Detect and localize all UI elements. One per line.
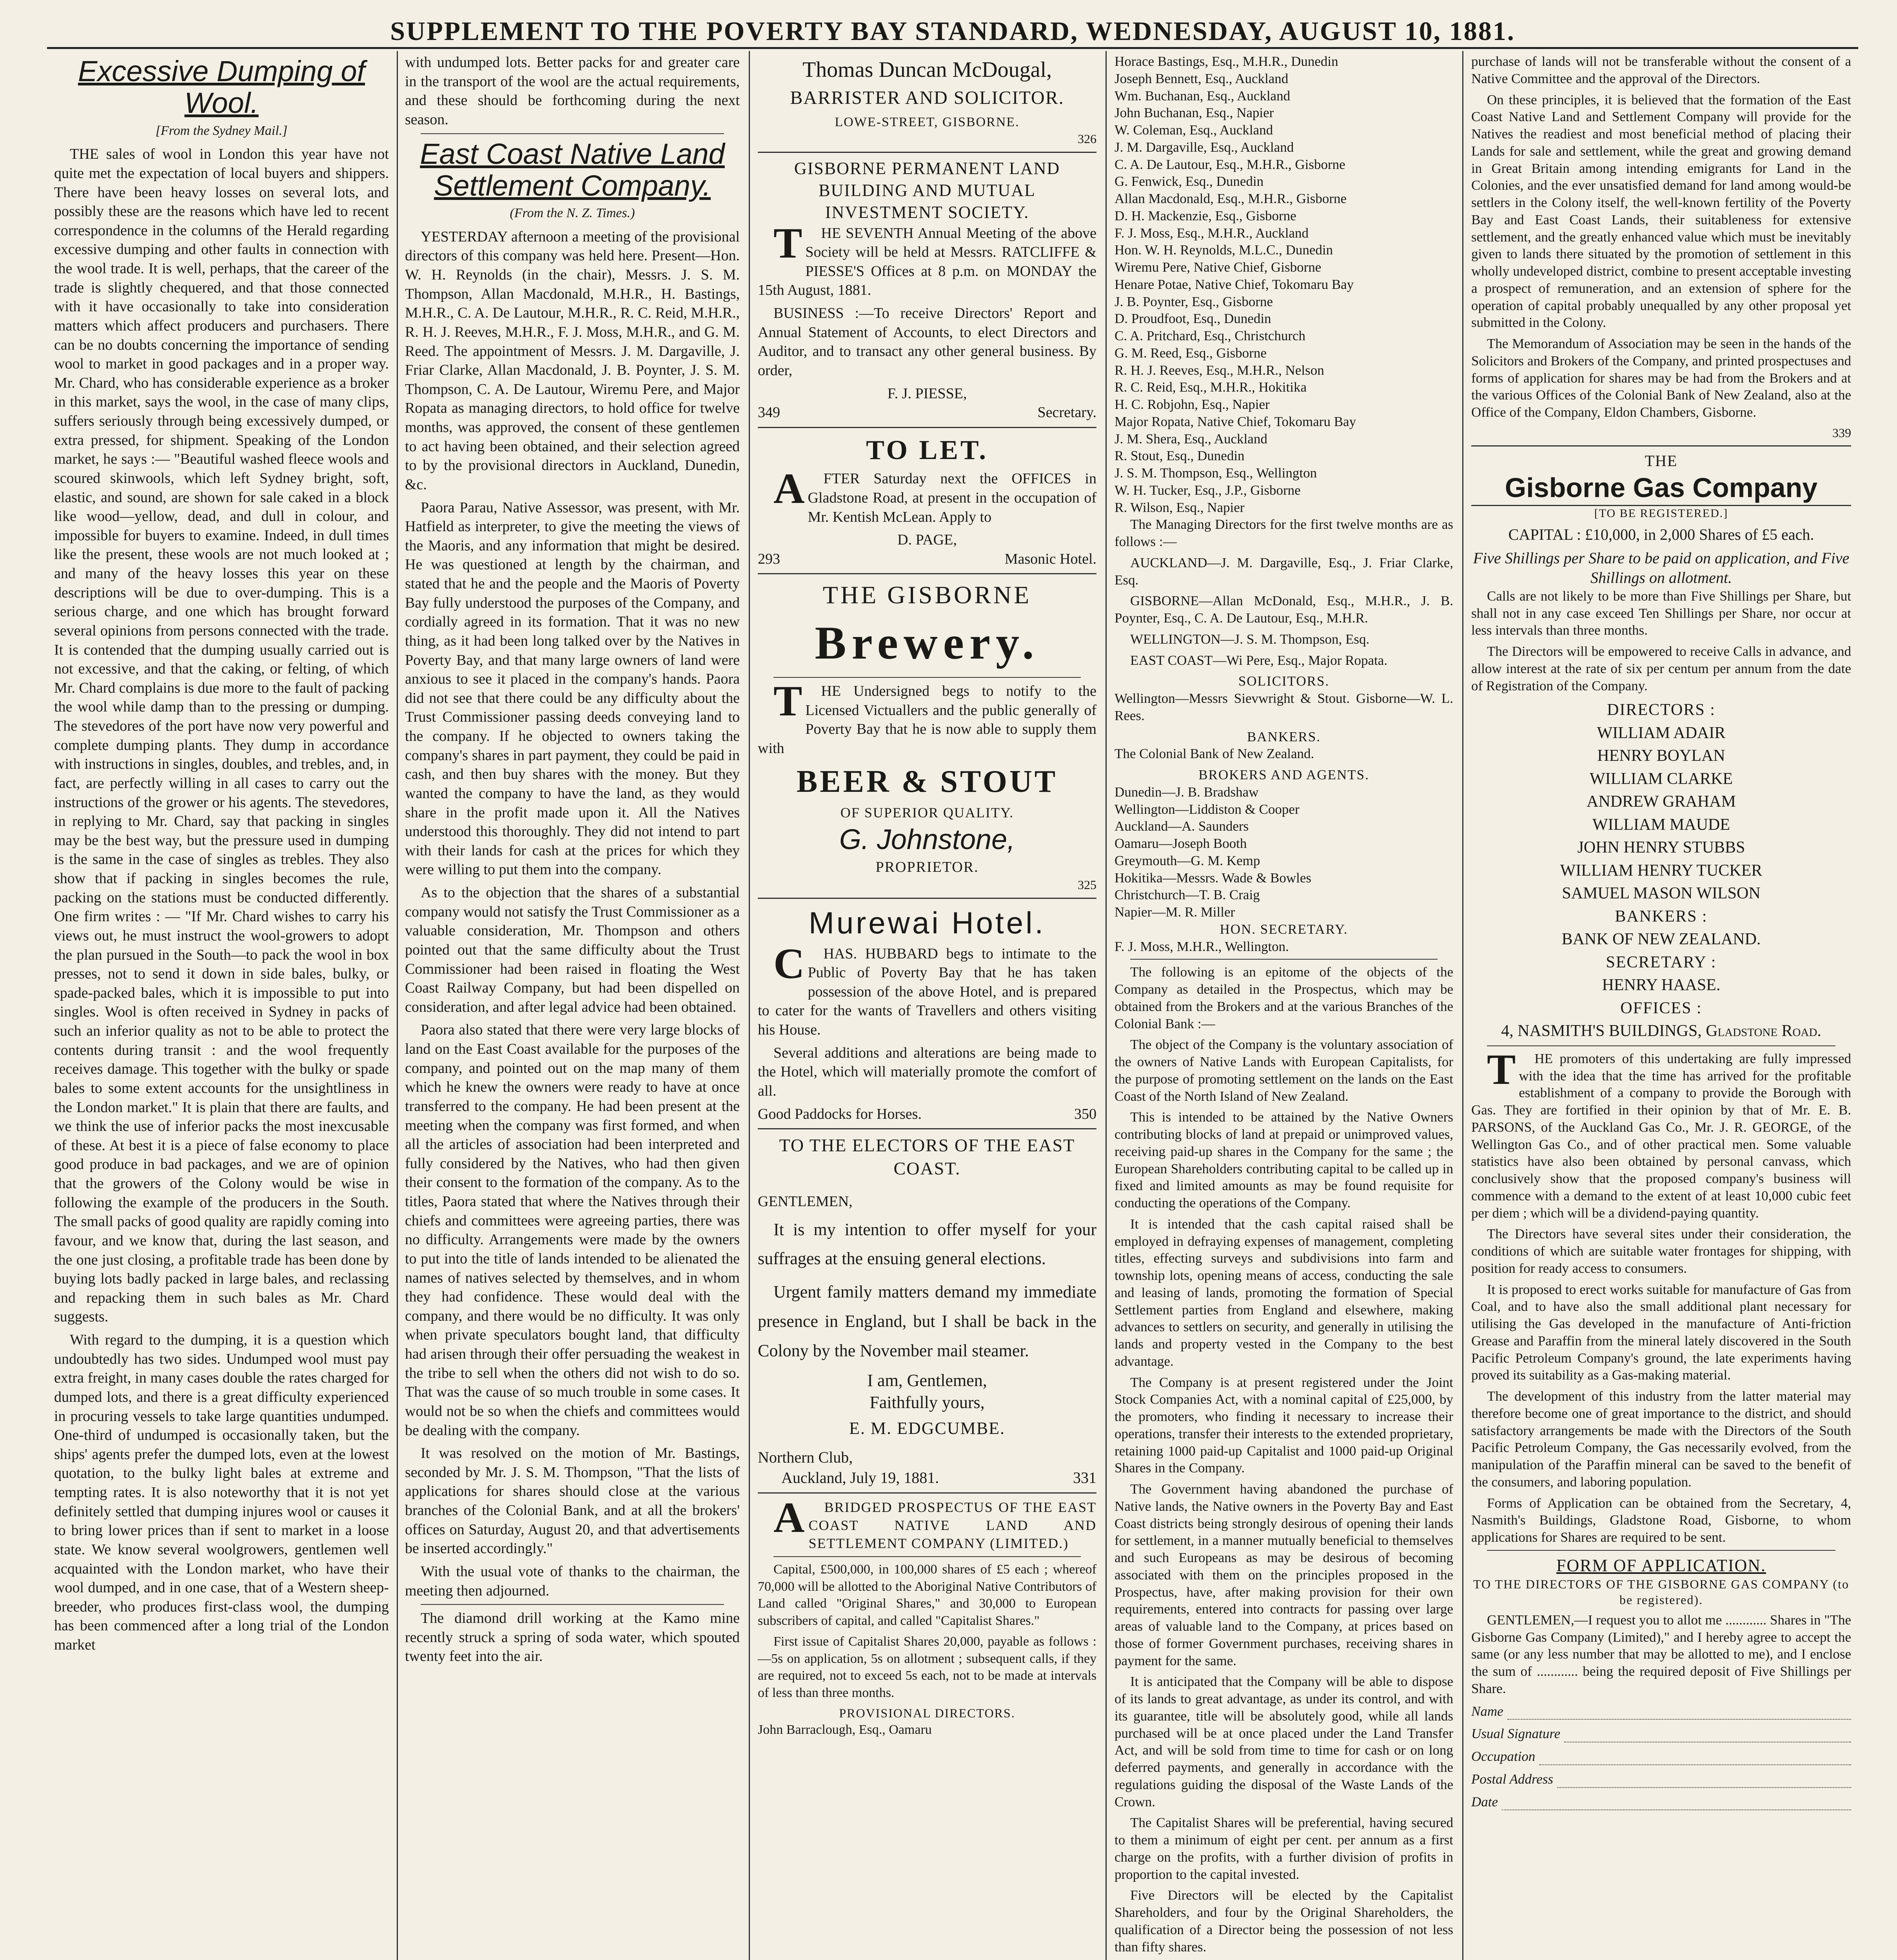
- broker-entry: Greymouth—G. M. Kemp: [1115, 853, 1260, 868]
- director-entry: John Barraclough, Esq., Oamaru: [758, 1722, 932, 1737]
- article-title: Excessive Dumping of Wool.: [78, 55, 365, 120]
- form-field-label: Name: [1471, 1703, 1503, 1719]
- gas-calls: Calls are not likely to be more than Five Shillings per Share, but shall not in any case exceed Ten Shillings per Share, nor occur at less intervals than three months.: [1471, 588, 1851, 638]
- director-entry: Major Ropata, Native Chief, Tokomaru Bay: [1115, 414, 1356, 429]
- prospectus-paragraph: The following is an epitome of the objects of the Company as detailed in the Prospectus, which may be obtained from the Brokers and at the various Branches of the Colonial Bank :—: [1115, 964, 1453, 1031]
- ad-heading: THE: [1645, 452, 1678, 470]
- prospectus-paragraph: Five Directors will be elected by the Capitalist Shareholders, and four by the Original Shareholders, the qualification of a Director being the possession of not less than fifty shares.: [1115, 1887, 1453, 1955]
- form-addressee: TO THE DIRECTORS OF THE GISBORNE GAS COMPANY (to be registered).: [1473, 1577, 1849, 1607]
- form-field-line[interactable]: [1539, 1748, 1851, 1765]
- director-entry: F. J. Moss, Esq., M.H.R., Auckland: [1115, 225, 1309, 241]
- form-field[interactable]: [1471, 1703, 1851, 1720]
- gas-prospectus: Forms of Application can be obtained from the Secretary, 4, Nasmith's Buildings, Gladstone Road, Gisborne, to whom applications for Shares are required to be sent.: [1471, 1495, 1851, 1545]
- gas-interest: The Directors will be empowered to receive Calls in advance, and allow interest at the rate of six per centum per annum from the date of Registration of the Company.: [1471, 644, 1851, 693]
- form-field-line[interactable]: [1564, 1725, 1851, 1742]
- managing-note: The Managing Directors for the first twelve months are as follows :—: [1115, 517, 1453, 549]
- managing-entry: GISBORNE—Allan McDonald, Esq., M.H.R., J. B. Poynter, Esq., C. A. De Lautour, Esq., M.H.R.: [1115, 593, 1453, 626]
- ad-signature: E. M. EDGCUMBE.: [849, 1419, 1005, 1438]
- divider: [1471, 445, 1851, 446]
- director-entry: Allan Macdonald, Esq., M.H.R., Gisborne: [1115, 191, 1347, 206]
- column-4: [1107, 53, 1460, 1960]
- ad-number: 331: [1073, 1468, 1096, 1486]
- director-entry: R. C. Reid, Esq., M.H.R., Hokitika: [1115, 379, 1307, 395]
- managing-entry: WELLINGTON—J. S. M. Thompson, Esq.: [1130, 631, 1370, 647]
- gas-prospectus: THE promoters of this undertaking are fully impressed with the idea that the time has arrived for the profitable establishment of a company to provide the Borough with Gas. They are fortified in their opinion by that of Mr. E. B. PARSONS, of the Auckland Gas Co., Mr. J. R. GEORGE, of the Wellington Gas Co., and of other practical men. Some valuable statistics have also been obtained by personal canvass, which conclusively show that the proposed company's business will commence with a demand to the extent of at least 10,000 cubic feet per diem ; which will be a dividend-paying quantity.: [1471, 1045, 1851, 1221]
- section-body: BANK OF NEW ZEALAND.: [1561, 930, 1761, 949]
- broker-entry: Auckland—A. Saunders: [1115, 818, 1249, 834]
- ad-signature: G. Johnstone,: [839, 824, 1015, 855]
- divider: [758, 573, 1096, 574]
- ad-body: THE SEVENTH Annual Meeting of the above Society will be held at Messrs. RATCLIFFE & PIESSE'S Offices at 8 p.m. on MONDAY the 15th August, 1881.: [758, 219, 1096, 299]
- director-entry: G. M. Reed, Esq., Gisborne: [1115, 345, 1267, 361]
- form-field-line[interactable]: [1557, 1771, 1851, 1788]
- director-entry: R. Stout, Esq., Dunedin: [1115, 448, 1245, 464]
- director-entry: W. Coleman, Esq., Auckland: [1115, 122, 1273, 138]
- column-3: [751, 53, 1104, 1960]
- article-paragraph: With the usual vote of thanks to the chairman, the meeting then adjourned.: [405, 1563, 740, 1599]
- ad-address: Masonic Hotel.: [1004, 550, 1096, 567]
- form-field-line[interactable]: [1507, 1703, 1851, 1720]
- prospectus-paragraph: The Company is at present registered under the Joint Stock Companies Act, with a nominal capital of £25,000, by the promoters, who finding it necessary to increase their operations, transfer their interests to the extended proprietary, retaining 1000 paid-up Capitalist and 1000 paid-up Original Shares in the Company.: [1115, 1374, 1453, 1476]
- form-field[interactable]: [1471, 1725, 1851, 1742]
- ad-closing: Faithfully yours,: [870, 1392, 985, 1412]
- section-body: F. J. Moss, M.H.R., Wellington.: [1115, 938, 1289, 954]
- ad-number: 339: [1832, 425, 1851, 440]
- divider: [1487, 1045, 1835, 1046]
- managing-entry: AUCKLAND—J. M. Dargaville, Esq., J. Friar Clarke, Esq.: [1115, 555, 1453, 588]
- director-entry: Hon. W. H. Reynolds, M.L.C., Dunedin: [1115, 242, 1333, 258]
- form-field[interactable]: [1471, 1771, 1851, 1788]
- column-1: [47, 53, 396, 1960]
- director-entry: R. Wilson, Esq., Napier: [1115, 499, 1245, 515]
- section-heading: BANKERS.: [1247, 729, 1321, 744]
- broker-entry: Wellington—Liddiston & Cooper: [1115, 801, 1300, 817]
- gas-company-status: [TO BE REGISTERED.]: [1594, 507, 1728, 520]
- gas-director-list: [1471, 723, 1851, 904]
- article-paragraph: With regard to the dumping, it is a question which undoubtedly has two sides. Undumped wool must pay extra freight, in many cases double the rates charged for dumped lots, and there is a great difficulty experienced in procuring vessels to take large quantities undumped. One-third of undumped is occasionally taken, but the ships' agents prefer the dumped lots, even at the lowest quotation, to the bulky light bales at extreme and tempting rates. It is also noteworthy that it is not yet definitely settled that dumping injures wool or causes it to bring lower prices than if sent to market in a loose state. We know several woolgrowers, gentlemen well acquainted with the London market, who have their wool dumped, and in one case, that of a Western sheep-breeder, who produces first-class wool, the dumping has been commenced after a long trial of the London market: [54, 1332, 389, 1653]
- ad-address: LOWE-STREET, GISBORNE.: [835, 115, 1020, 130]
- prospectus-continuation: purchase of lands will not be transferable without the consent of a Native Committee and the approval of the Directors.: [1471, 54, 1851, 86]
- prospectus-paragraph: It is intended that the cash capital raised shall be employed in defraying expenses of management, completing titles, effecting surveys and subdivisions into farm and township lots, opening means of access, conducting the sale and leasing of lands, promoting the formation of Special Settlement parties from England and elsewhere, making advances to settlers on security, and generally in utilising the lands and property vested in the Company to the best advantage.: [1115, 1216, 1453, 1369]
- prospectus-paragraph: It is anticipated that the Company will be able to dispose of its lands to great advantage, as under its control, and with its guarantee, title will be absolutely good, while all lands purchased will be at once placed under the Land Transfer Act, and will be sold from time to time for cash or on long deferred payments, and generally in accordance with the regulations guiding the disposal of the Waste Lands of the Crown.: [1115, 1674, 1453, 1809]
- ad-body: CHAS. HUBBARD begs to intimate to the Public of Poverty Bay that he has taken possession of the above Hotel, and is prepared to cater for the wants of Travellers and others visiting his House.: [758, 939, 1096, 1038]
- director-entry: John Buchanan, Esq., Napier: [1115, 105, 1274, 121]
- managing-entry: EAST COAST—Wi Pere, Esq., Major Ropata.: [1130, 652, 1388, 668]
- divider: [758, 1128, 1096, 1129]
- ad-number: 293: [758, 550, 780, 567]
- gas-director: WILLIAM ADAIR: [1597, 724, 1726, 742]
- section-body: Wellington—Messrs Sievwright & Stout. Gisborne—W. L. Rees.: [1115, 691, 1453, 723]
- section-heading: SOLICITORS.: [1238, 673, 1330, 689]
- section-body: The Colonial Bank of New Zealand.: [1115, 746, 1314, 762]
- ad-name: Thomas Duncan McDougal,: [802, 58, 1052, 82]
- director-entry: H. C. Robjohn, Esq., Napier: [1115, 397, 1270, 412]
- column-rule: [1106, 51, 1107, 1960]
- divider: [421, 133, 724, 134]
- broker-entry: Hokitika—Messrs. Wade & Bowles: [1115, 870, 1312, 886]
- form-field-label: Date: [1471, 1794, 1498, 1809]
- form-field[interactable]: [1471, 1793, 1851, 1811]
- ad-footer: [758, 403, 1096, 422]
- ad-subheading: PROVISIONAL DIRECTORS.: [839, 1706, 1015, 1720]
- gas-prospectus: It is proposed to erect works suitable for manufacture of Gas from Coal, and to have also the small additional plant necessary for utilising the Gas developed in the manufacture of Anti-friction Grease and Paraffin from the mineral lately discovered in the South Pacific Petroleum Company's ground, the late experiments having proved its suitability as a Gas-making material.: [1471, 1281, 1851, 1383]
- article-title: East Coast Native Land Settlement Company.: [420, 137, 725, 202]
- director-entry: Joseph Bennett, Esq., Auckland: [1115, 71, 1289, 86]
- ad-footer: [758, 1468, 1096, 1488]
- ad-body: Capital, £500,000, in 100,000 shares of £5 each ; whereof 70,000 will be allotted to the Aboriginal Native Contributors of Land called "Original Shares," and 30,000 to European subscribers of capital, and called "Capitalist Shares.": [758, 1562, 1096, 1628]
- broker-entry: Dunedin—J. B. Bradshaw: [1115, 784, 1259, 800]
- ad-heading-large: Brewery.: [815, 617, 1040, 669]
- article-paragraph: Paora Parau, Native Assessor, was present, with Mr. Hatfield as interpreter, to give the meeting the views of the Maoris, and any information that might be desired. He was questioned at length by the chairman, and stated that he and the people and the Maoris of Poverty Bay fully understood the purposes of the Company, and cordially agreed in its formation. That it was no new thing, as it had been long talked over by the Natives in Poverty Bay, and that many large owners of land were anxious to see it placed in the company's hands. Paora did not see that there could be any difficulty about the Trust Commissioner passing deeds conveying land to the company. If he objected to owners taking the company's shares in part payment, they could be paid in cash, and then buy shares with the money. But they wanted the company to have the land, as they would share in the profit made upon it. All the Natives understood this thoroughly. They did not intend to part with their lands for cash at the prices for which they were willing to put them into the company.: [405, 499, 740, 878]
- divider: [1130, 959, 1438, 960]
- director-entry: J. M. Shera, Esq., Auckland: [1115, 431, 1267, 446]
- director-entry: J. S. M. Thompson, Esq., Wellington: [1115, 465, 1317, 481]
- article-paragraph: Paora also stated that there were very large blocks of land on the East Coast available for the purposes of the company, and pointed out on the map many of them which he knew the owners were ready to have at once transferred to the company. He had been present at the meeting when the company was first formed, and when all the articles of association had been interpreted and fully considered by the Natives, who had then given their consent to the formation of the company. As to the titles, Paora stated that where the Natives through their chiefs and committees were agreeing parties, there was no difficulty. Arrangements were made by the owners to put into the title of lands intended to be alienated the names of natives selected by themselves, and in whom they had confidence. These would deal with the company, and there would be no difficulty. It was only when private speculators bought land, that difficulty had arisen through their offer persuading the weakest in the tribe to sell when the others did not wish to do so. That was the cause of so much trouble in some cases. It would not be so when the chiefs and committees would be dealing with the company.: [405, 1022, 740, 1439]
- ad-salutation: GENTLEMEN,: [758, 1193, 853, 1210]
- ad-body: THE Undersigned begs to notify to the Licensed Victuallers and the public generally of Poverty Bay that he is now able to supply them with: [758, 677, 1096, 757]
- article-paragraph: The diamond drill working at the Kamo mine recently struck a spring of soda water, which spouted twenty feet into the air.: [405, 1610, 740, 1665]
- article-paragraph: YESTERDAY afternoon a meeting of the provisional directors of this company was held here. Present—Hon. W. H. Reynolds (in the chair), Messrs. J. S. M. Thompson, Allan Macdonald, M.H.R., H. Bastings, M.H.R., C. A. De Lautour, M.H.R., R. C. Reid, M.H.R., R. H. J. Reeves, M.H.R., F. J. Moss, M.H.R., and G. M. Reed. The appointment of Messrs. J. M. Dargaville, J. Friar Clarke, Allan Macdonald, J. B. Poynter, J. S. M. Thompson, C. A. De Lautour, Wiremu Pere, and Major Ropata as managing directors, to hold office for twelve months, was approved, the consent of these gentlemen to act having been obtained, and their selection agreed to by the provisional directors in Auckland, Dunedin, &c.: [405, 228, 740, 493]
- director-entry: J. M. Dargaville, Esq., Auckland: [1115, 139, 1294, 155]
- column-rule: [749, 51, 750, 1960]
- divider: [758, 152, 1096, 153]
- ad-footer: [758, 550, 1096, 569]
- prospectus-paragraph: The Capitalist Shares will be preferential, having secured to them a minimum of eight per cent. per annum as a first charge on the profits, with a further division of profits in proportion to the capital invested.: [1115, 1815, 1453, 1882]
- section-heading: BANKERS :: [1615, 907, 1708, 926]
- director-entry: W. H. Tucker, Esq., J.P., Gisborne: [1115, 482, 1301, 498]
- broker-entry: Napier—M. R. Miller: [1115, 904, 1235, 920]
- director-entry: Horace Bastings, Esq., M.H.R., Dunedin: [1115, 54, 1338, 69]
- article-paragraph: THE sales of wool in London this year have not quite met the expectation of local buyers and shippers. There have been heavy losses on several lots, and possibly these are the reasons which have led to recent correspondence in the columns of the Herald regarding excessive dumping and other faults in connection with the wool trade. It is well, perhaps, that the career of the trade is slightly chequered, and that those connected with it have occasionally to take into consideration matters which affect producers and purchasers. There can be no doubts concerning the importance of sending wool to market in good packages and in a proper way. Mr. Chard, who has considerable experience as a broker in this market, says the wool, in the case of many clips, suffers seriously through being excessively dumped, or extra pressed, for shipment. Speaking of the London market, he says :— "Beautiful washed fleece wools and scoured skinwools, which left Sydney bright, soft, elastic, and sound, are shown for sale caked in a block like wood—yellow, dead, and dull in colour, and impossible for buyers to examine. Indeed, in dull times like the present, these wools are not much looked at ; and many of the heavy losses this year on these descriptions will be due to over-dumping. This is a serious charge, and one which has brought forward several opinions from persons connected with the trade. It is contended that the dumping usually carried out is not excessive, and that the caking, or felting, of which Mr. Chard complains is due more to the fault of packing the wool while damp than to the pressing or dumping. The stevedores of the port have now very powerful and complete dumping plants. They dump in accordance with instructions in singles, doubles, and trebles, and, in fact, are perfectly willing in all cases to carry out the instructions of the grower or his agents. The stevedores, in replying to Mr. Chard, say that packing in singles may be the best way, but the pressure used in dumping is the same in the case of singles as trebles. They also show that if packing in singles becomes the rule, packing on the stations must be conducted differently. One firm writes : — "If Mr. Chard wishes to carry his views out, he must instruct the wool-growers to adopt the plan pursued in the South—to pack the wool in box presses, not to send it down in side bales, bulky, or spade-packed bales, which it is impossible to put into singles. Wool is often received in Sydney in packs of such an inferior quality as not to be able to protect the contents during transit : and the wool frequently receives damage. This together with the bulky or spade bales to some extent accounts for the unsightliness in the London market." It is plain that there are faults, and we think the use of inferior packs the most inexcusable of these. At best it is a piece of false economy to place good produce in bad packages, and we are of opinion that the growers of the Colony would be wise in following the example of the producers in the South. The small packs of good quality are rapidly coming into favour, and we know that, during the last season, and the one just closing, a profitable trade has been done by buying lots badly packed in large bales, and reclassing and repacking them in such bales as Mr. Chard suggests.: [54, 146, 389, 1325]
- ad-body: Urgent family matters demand my immediate presence in England, but I shall be back in the Colony by the November mail steamer.: [758, 1282, 1096, 1360]
- article-source: (From the N. Z. Times.): [510, 206, 635, 221]
- ad-signature: F. J. PIESSE,: [887, 385, 967, 402]
- ad-number: 325: [1078, 877, 1096, 892]
- director-entry: C. A. Pritchard, Esq., Christchurch: [1115, 328, 1306, 343]
- divider: [421, 1604, 724, 1605]
- director-entry: R. H. J. Reeves, Esq., M.H.R., Nelson: [1115, 362, 1324, 378]
- form-field-label: Occupation: [1471, 1749, 1536, 1764]
- director-entry: G. Fenwick, Esq., Dunedin: [1115, 174, 1264, 189]
- gas-capital: CAPITAL : £10,000, in 2,000 Shares of £5 each.: [1508, 525, 1814, 543]
- ad-date: Auckland, July 19, 1881.: [781, 1468, 939, 1486]
- gas-director: ANDREW GRAHAM: [1587, 793, 1736, 811]
- gas-prospectus: The Directors have several sites under their consideration, the conditions of which are suitable water frontages for shipping, with position for ready access to consumers.: [1471, 1226, 1851, 1276]
- gas-director: WILLIAM CLARKE: [1589, 769, 1733, 788]
- director-entry: J. B. Poynter, Esq., Gisborne: [1115, 294, 1273, 309]
- section-heading: HON. SECRETARY.: [1220, 921, 1348, 937]
- masthead: SUPPLEMENT TO THE POVERTY BAY STANDARD, WEDNESDAY, AUGUST 10, 1881.: [390, 16, 1515, 46]
- form-field-line[interactable]: [1502, 1793, 1851, 1811]
- ad-body: AFTER Saturday next the OFFICES in Gladstone Road, at present in the occupation of Mr. Kentish McLean. Apply to: [773, 465, 1096, 525]
- top-rule: [47, 47, 1858, 49]
- prospectus-paragraph: The Memorandum of Association may be seen in the hands of the Solicitors and Brokers of the Company, and printed prospectuses and forms of application for shares may be had from the Brokers and at the various Offices of the Colonial Bank of New Zealand, also at the Office of the Company, Eldon Chambers, Gisborne.: [1471, 336, 1851, 420]
- section-body: 4, NASMITH'S BUILDINGS, Gladstone Road.: [1501, 1022, 1821, 1040]
- section-heading: DIRECTORS :: [1607, 701, 1715, 719]
- director-entry: Wiremu Pere, Native Chief, Gisborne: [1115, 260, 1322, 275]
- director-list: [1115, 53, 1453, 516]
- broker-entry: Christchurch—T. B. Craig: [1115, 887, 1260, 903]
- broker-list: [1115, 784, 1453, 921]
- form-field[interactable]: [1471, 1748, 1851, 1765]
- form-heading: FORM OF APPLICATION.: [1556, 1555, 1766, 1575]
- divider: [1487, 1550, 1835, 1551]
- ad-closing: I am, Gentlemen,: [867, 1370, 987, 1390]
- divider: [758, 1492, 1096, 1494]
- article-paragraph: As to the objection that the shares of a substantial company would not satisfy the Trust Commissioner as a valuable consideration, Mr. Thompson and others pointed out that the same difficulty about the Trust Commissioner had been raised in floating the West Coast Railway Company, but had been dispelled on consideration, and after legal advice had been obtained.: [405, 884, 740, 1015]
- article-paragraph: It was resolved on the motion of Mr. Bastings, seconded by Mr. J. S. M. Thompson, "That the lists of applications for shares should close at the various branches of the Colonial Bank, and at all the brokers' offices on Saturday, August 20, and that advertisements be inserted accordingly.": [405, 1445, 740, 1557]
- divider: [758, 427, 1096, 428]
- ad-body: First issue of Capitalist Shares 20,000, payable as follows :—5s on application, 5s on allotment ; subsequent calls, if they are required, not to exceed 5s each, not to be made at intervals of less than three months.: [758, 1634, 1096, 1700]
- ad-body: It is my intention to offer myself for your suffrages at the ensuing general elections.: [758, 1220, 1096, 1269]
- ad-body: BUSINESS :—To receive Directors' Report and Annual Statement of Accounts, to elect Directors and Auditor, and to transact any other general business. By order,: [758, 305, 1096, 379]
- director-entry: Henare Potae, Native Chief, Tokomaru Bay: [1115, 276, 1354, 292]
- prospectus-paragraph: The object of the Company is the voluntary association of the owners of Native Lands with European Capitalists, for the purpose of promoting settlement on the lands on the East Coast of the North Island of New Zealand.: [1115, 1037, 1453, 1104]
- ad-role: Secretary.: [1037, 404, 1096, 421]
- column-2: [398, 53, 747, 1960]
- ad-heading: TO LET.: [866, 435, 988, 465]
- ad-number: 349: [758, 404, 780, 421]
- gas-director: JOHN HENRY STUBBS: [1577, 838, 1745, 857]
- section-heading: SECRETARY :: [1606, 953, 1717, 971]
- ad-number: 326: [1078, 131, 1096, 146]
- section-heading: BROKERS AND AGENTS.: [1198, 767, 1369, 782]
- ad-heading: THE GISBORNE: [822, 581, 1032, 609]
- gas-director: WILLIAM HENRY TUCKER: [1560, 861, 1763, 880]
- column-5: [1464, 53, 1858, 1960]
- prospectus-paragraph: This is intended to be attained by the Native Owners contributing blocks of land at prepaid or unimproved values, receiving paid-up shares in the Company for the same ; the European Shareholders contributing capital to be called up in fixed and limited amounts as may be found requisite for conducting the operations of the Company.: [1115, 1109, 1453, 1210]
- ad-role: PROPRIETOR.: [875, 859, 979, 876]
- ad-product: BEER & STOUT: [796, 764, 1058, 799]
- prospectus-paragraph: The Government having abandoned the purchase of Native lands, the Native owners in the Poverty Bay and East Coast districts being strongly desirous of opening their lands for settlement, in a manner mutually beneficial to themselves and such Europeans as may be desirous of becoming associated with them on the principles proposed in the Prospectus, have, after making provision for their own requirements, entered into contracts for passing over large areas of valuable land to the Company, at prices based on those of former Government purchases, receiving shares in payment for the same.: [1115, 1481, 1453, 1668]
- form-field-label: Usual Signature: [1471, 1726, 1561, 1742]
- ad-number: 350: [1074, 1105, 1096, 1122]
- column-rule: [1462, 51, 1463, 1960]
- ad-footer: [758, 1105, 1096, 1124]
- divider: [773, 1556, 1081, 1557]
- director-entry: Wm. Buchanan, Esq., Auckland: [1115, 88, 1291, 103]
- ad-heading: GISBORNE PERMANENT LAND BUILDING AND MUTUAL INVESTMENT SOCIETY.: [794, 158, 1060, 222]
- ad-body: Several additions and alterations are being made to the Hotel, which will materially promote the comfort of all.: [758, 1044, 1096, 1099]
- section-body: HENRY HAASE.: [1602, 976, 1721, 995]
- divider: [773, 677, 1081, 678]
- ad-signature: D. PAGE,: [897, 532, 957, 548]
- gas-company-title: Gisborne Gas Company: [1471, 471, 1851, 506]
- article-continuation: with undumped lots. Better packs for and greater care in the transport of the wool are the actual requirements, and these should be forthcoming during the next season.: [405, 54, 740, 128]
- gas-prospectus: The development of this industry from the latter material may therefore become one of great importance to the district, and should satisfactory arrangements be made with the Directors of the South Pacific Petroleum Company, the Gas necessarily evolved, from the manipulation of the Paraffin mineral can be saved to the benefit of the consumers, and laboring population.: [1471, 1388, 1851, 1490]
- ad-place: Northern Club,: [758, 1448, 853, 1466]
- gas-director: HENRY BOYLAN: [1597, 747, 1725, 765]
- form-body: GENTLEMEN,—I request you to allot me ............ Shares in "The Gisborne Gas Company (Limited)," and I hereby agree to accept the same (or any less number that may be allotted to me), and I enclose the sum of ............ being the required deposit of Five Shillings per Share.: [1471, 1612, 1851, 1696]
- ad-heading: Murewai Hotel.: [808, 905, 1046, 940]
- gas-director: SAMUEL MASON WILSON: [1562, 884, 1761, 903]
- director-entry: D. Proudfoot, Esq., Dunedin: [1115, 311, 1271, 327]
- director-entry: D. H. Mackenzie, Esq., Gisborne: [1115, 208, 1296, 223]
- form-field-label: Postal Address: [1471, 1771, 1554, 1787]
- ad-tagline: OF SUPERIOR QUALITY.: [840, 804, 1014, 820]
- prospectus-paragraph: On these principles, it is believed that the formation of the East Coast Native Land and Settlement Company will provide for the Natives the readiest and most beneficial method of placing their Lands for sale and settlement, while the great and growing demand in Great Britain among intending emigrants for Land in the Colonies, and the ever unsatisfied demand for land among would-be settlers in the Colony itself, the well-known fertility of the Poverty Bay and East Coast Lands, their suitableness for extensive settlement, and the greatly enhanced value which must be inevitably given to lands there situated by the promotion of settlement in this wholly undeveloped district, combine to present acceptable investing a prospect of remuneration, and an extension of sphere for the operation of capital probably unequalled by any other proposal yet submitted in the Colony.: [1471, 92, 1851, 330]
- broker-entry: Oamaru—Joseph Booth: [1115, 836, 1247, 851]
- gas-director: WILLIAM MAUDE: [1592, 815, 1730, 834]
- ad-note: Good Paddocks for Horses.: [758, 1105, 922, 1122]
- section-heading: OFFICES :: [1620, 999, 1702, 1017]
- article-source: [From the Sydney Mail.]: [155, 123, 288, 138]
- ad-heading: ABRIDGED PROSPECTUS OF THE EAST COAST NATIVE LAND AND SETTLEMENT COMPANY (LIMITED.): [773, 1493, 1096, 1551]
- ad-title: BARRISTER AND SOLICITOR.: [790, 87, 1064, 108]
- ad-heading: TO THE ELECTORS OF THE EAST COAST.: [779, 1135, 1075, 1179]
- director-entry: C. A. De Lautour, Esq., M.H.R., Gisborne: [1115, 156, 1345, 172]
- divider: [758, 898, 1096, 899]
- gas-terms: Five Shillings per Share to be paid on application, and Five Shillings on allotment.: [1473, 549, 1850, 586]
